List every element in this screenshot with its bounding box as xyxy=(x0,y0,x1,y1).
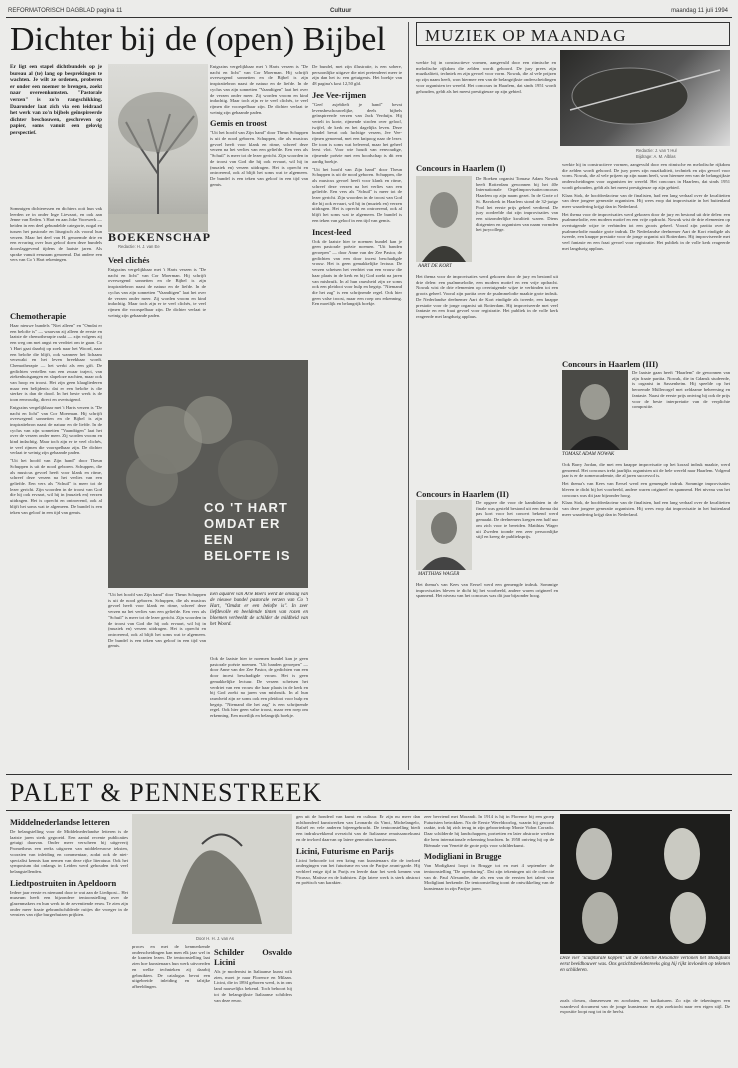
boekenschap-credit: Redactie: H. J. van Ee xyxy=(118,244,160,249)
aart-de-kort-photo xyxy=(416,176,472,262)
tree-photo xyxy=(108,64,208,232)
muziek-right-text-2: Klaas Stok, de hoofdredacteur van de finalisten, had een lang verhaal over de kwaliteiten van deze jongere generatie organisten. Hij wees erop dat improvisatie in het buitenland meer waardering krijgt dan in Nederland. xyxy=(562,192,730,209)
concours3-text: De laatste gaan heeft "Haarlem" de gewonnen van zijn fraaie partita. Nowak, die in Gdansk studeerde, is organist in Sassenheim. Hij speelde op het beroemde Müllerorgel met zeldzame beheersing en fantasie. Naast de eerste prijs ontving hij ook de prijs voor de beste interpretatie van de verplichte compositie. xyxy=(632,370,730,410)
concours2-heading: Concours in Haarlem (II) xyxy=(416,489,509,499)
veel-text-cont: Enigszins vergelijkbaar met 't Harts verzen is "De nacht en licht" van Cor Moerman. Hij schrijft overwegend sonnetten en de Bijbel is zijn inspiratiebron naast de natuur en de liefde. In de cyclus van zijn sonnetten "Vaandtigen" laat het over de verzen onder meer. Zij worden vroom en kind indachtig. Maar toch zijn er te veel clichés, te veel rijmen die voorspelbaar zijn. De dichter verlaat te weinig zijn gebaande paden. xyxy=(10,404,102,456)
gemis-heading: Gemis en troost xyxy=(210,118,267,129)
concours2-text-2: Het thema's van Kees van Eersel werd een gemengde indruk. Sommige improvisaties bleven te dicht bij het voorbeeld, andere waren origineel en spannend. Het niveau van het concours was dit jaar bijzonder hoog. xyxy=(416,582,558,599)
palet-bottom-rule xyxy=(6,810,732,811)
nowak-caption: TOMASZ ADAM NOWAK xyxy=(562,452,615,457)
jeve-text: "Geef asjeblieft je hand" bevat levensbeschouwelijke, deels bijbels geïnspireerde verzen van Jack Verduijn. Hij vertelt in korte, rijmende strofen over geloof, twijfel, de kerk en het dagelijks leven. Deze bundel bevat ook luchtige verzen, Jee Vee-rijmen genoemd, met een knipoog naar de lezer. De toon is soms wat belerend, maar het geheel leest vlot. Voor wie houdt van eenvoudige, rijmende poëzie met een boodschap is dit een aardig boekje. xyxy=(312,101,402,164)
heads-photo xyxy=(560,814,730,954)
chemo-text: Haar nieuwe bundels "Niet alleen" en "Omdat er een belofte is" — waarvan zij alleen de eerste en laatste de chemotherapie raakt — zijn volgens zij een weg om met angst en verdriet om te gaan. Co 't Hart gaat daarbij op zoek naar het Woord, naar een belofte die blijft, ook wanneer het lichaam verzwakt en het leven breekbaar wordt. Chemotherapie — het werkt als een gift. De gedichten vertellen van een zwaar traject, van ziekenhuisgangen en slapeloze nachten, maar ook van hoop en troost. Het zijn geen klaagliederen maar een belijdenis: dat er een belofte is die sterker is dan de dood. In het beste werk is de toon eenvoudig, direct en overtuigend. xyxy=(10,323,102,403)
palet-center-text-2: gen uit de honderd van kunst en cultuur. Er zijn nu meer dan achthonderd kunstwerken van Leonardo da Vinci, Michelangelo, Rafaël en vele anderen bijeengebracht. De tentoonstelling biedt een indrukwekkend overzicht van de Italiaanse renaissancekunst en de invloed daarvan op latere generaties kunstenaars. xyxy=(296,814,420,842)
palet-col3 xyxy=(296,814,420,1062)
muziek-right-text: werkte hij in constructieve vormen, aangevuld door een ritmische en melodische rijkdom die zelden wordt gehoord. De jury prees zijn muzikaliteit, techniek en zijn gevoel voor vorm. Nowak, die al vele prijzen op zijn naam heeft, won hiermee een van de belangrijkste onderscheidingen voor organisten ter wereld. Het concours in Haarlem, dat sinds 1951 wordt gehouden, geldt als het meest prestigieuze op zijn gebied. xyxy=(562,162,730,190)
gemis-text: "Uit het hoofd van Zijn hand" door Theun Schuppen is uit de nood geboren. Schuppen, die als musicus gevoel heeft voor klank en ritme, schreef deze verzen na het verlies van een geliefde. Een vers als "Schuil" is meer tot de lezer gericht. Zijn woorden in de troost van God die hij ook ervaart, wil hij in (muziek en) verzen uitdragen. Het is oprecht en ontroerend, ook al blijft het soms wat te algemeen. De bundel is een teken van geloof in een tijd van gemis. xyxy=(210,130,308,187)
col3-lower: Ook de laatste hier te noemen bundel kan je geen pastorale poëzie noemen. "Uit banden geroepen" — door Anne van der Zee Pastor, de gedichten van een door incest beschadigde vrouw. Het is geen gemakkelijke lectuur. De verzen schetsen het verdriet van een vrouw die haar plaats in de kerk en bij God zoekt na jaren van misbruik. In al hun rauwheid zijn ze soms ook een pleidooi voor hulp en begrip. "Niemand die het zag" is een schrijnende regel. Ook hier geen valse troost, maar een roep om erkenning. Een moeilijk en belangrijk boekje. xyxy=(210,656,308,719)
col2-lower: "Uit het hoofd van Zijn hand" door Theun Schuppen is uit de nood geboren. Schuppen, die als musicus gevoel heeft voor klank en ritme, schreef deze verzen na het verlies van een geliefde. Een vers als "Schuil" is meer tot de lezer gericht. Zijn woorden in de troost van God die hij ook ervaart, wil hij in (muziek en) verzen uitdragen. Het is oprecht en ontroerend, ook al blijft het soms wat te algemeen. De bundel is een teken van geloof in een tijd van gemis. xyxy=(108,592,206,649)
palet-far-text: zoals clowns, danseressen en acrobaten, en karikaturen. Zo zijn de tekeningen een waardevol document van de jonge kunstenaar en zijn zoektocht naar een eigen stijl. De expositie loopt nog tot in de herfst. xyxy=(560,998,730,1015)
palet-top-rule xyxy=(6,774,732,775)
matthias-wager-photo xyxy=(416,500,472,570)
violin-photo xyxy=(560,50,730,146)
muziek-title: MUZIEK OP MAANDAG xyxy=(425,26,627,45)
section-name: Cultuur xyxy=(330,8,352,14)
aart-de-kort-caption: AART DE KORT xyxy=(418,264,452,269)
sculpture-caption: Door H. H. J. van As xyxy=(196,936,234,941)
mid-heading: Middelnederlandse letteren xyxy=(10,817,110,827)
cover-line-3: BELOFTE IS xyxy=(204,548,291,563)
concours1-text-2: Het thema voor de improvisaties werd gekozen door de jury en bestond uit drie delen: een psalmmelodie, een modern motief en een vrije opdracht. Nowak wist de drie elementen op overtuigende wijze te verbinden tot een groots geheel. Vooral zijn partita over de psalmmelodie maakte grote indruk. De Nederlandse deelnemer Aart de Kort eindigde als tweede, een knappe prestatie voor de jonge organist uit Rotterdam. Hij improviseerde met veel fantasie en een fraai gevoel voor registratie. Het publiek in de volle kerk reageerde met langdurig applaus. xyxy=(416,274,558,319)
veel-text: Enigszins vergelijkbaar met 't Harts verzen is "De nacht en licht" van Cor Moerman. Hij schrijft overwegend sonnetten en de Bijbel is zijn inspiratiebron naast de natuur en de liefde. In de cyclus van zijn sonnetten "Vaandtigen" laat het over de verzen onder meer. Zij worden vroom en kind indachtig. Maar toch zijn er te veel clichés, te veel rijmen die voorspelbaar zijn. De dichter verlaat te weinig zijn gebaande paden. xyxy=(108,267,206,318)
portrait-1 xyxy=(416,176,472,262)
concours1-heading: Concours in Haarlem (I) xyxy=(416,163,506,173)
cover-line-1: CO 'T HART xyxy=(204,500,288,515)
sculpture-photo xyxy=(132,814,292,934)
nowak-photo xyxy=(562,370,628,450)
muziek-title-box xyxy=(416,22,730,46)
lied-text: Iedere jaar eerste es niemand door te wat aan de Liedtpost... Het museum heeft een bijzondere tentoonstelling over de glazenmakers en hun werk in de zeventiende eeuw. Te zien zijn onder meer fraaie gebrandschilderde ruitjes die vroeger in de vensters van rijke burgerhuizen prijkten. xyxy=(10,889,128,918)
modig-heading: Modigliani in Brugge xyxy=(424,851,502,862)
newspaper-name: REFORMATORISCH DAGBLAD pagina 11 xyxy=(8,8,123,14)
modig-text: Van Modigliani loopt in Brugge tot en met 4 september de tentoonstelling "De openbaring". Dat zijn tekeningen uit de collectie van dr. Paul Alexandre, die als een van de eersten het talent van Modigliani herkende. De tentoonstelling toont de ontwikkeling van de kunstenaar in zijn Parijse jaren. xyxy=(424,863,554,892)
concours3-heading: Concours in Haarlem (III) xyxy=(562,359,659,369)
header-rule xyxy=(6,17,732,18)
bundel-text: De bundel, met zijn illustratie, is een sobere, persoonlijke uitgave die niet pretendeert meer te zijn dan het is: een getuigenis. Het boekje van 48 pagina's kost 12,50 gld. xyxy=(312,64,402,87)
section-divider xyxy=(408,22,409,770)
muziek-right-text-3: Het thema voor de improvisaties werd gekozen door de jury en bestond uit drie delen: een psalmmelodie, een modern motief en een vrije opdracht. Nowak wist de drie elementen op overtuigende wijze te verbinden tot een groots geheel. Vooral zijn partita over de psalmmelodie maakte grote indruk. De Nederlandse deelnemer Aart de Kort eindigde als tweede, een knappe prestatie voor de jonge organist uit Rotterdam. Hij improviseerde met veel fantasie en een fraai gevoel voor registratie. Het publiek in de volle kerk reageerde met langdurig applaus. xyxy=(562,211,730,251)
incest-text: Ook de laatste hier te noemen bundel kan je geen pastorale poëzie noemen. "Uit banden geroepen" — door Anne van der Zee Pastor, de gedichten van een door incest beschadigde vrouw. Het is geen gemakkelijke lectuur. De verzen schetsen het verdriet van een vrouw die haar plaats in de kerk en bij God zoekt na jaren van misbruik. In al hun rauwheid zijn ze soms ook een pleidooi voor hulp en begrip. "Niemand die het zag" is een schrijnende regel. Ook hier geen valse troost, maar een roep om erkenning. Een moeilijk en belangrijk boekje. xyxy=(312,238,402,307)
portrait-3 xyxy=(562,370,628,450)
gemis-section xyxy=(210,64,308,358)
licini-heading: Licini, Futurisme en Parijs xyxy=(296,845,394,856)
lied-heading: Liedtpostruiten in Apeldoorn xyxy=(10,877,117,888)
palet-schilder xyxy=(214,944,292,1062)
jeve-section xyxy=(312,64,402,768)
mid-text: De belangstelling voor de Middelnederlandse letteren is de laatste jaren sterk gegroeid. Een aantal recente publicaties getuigt daarvan. Onder meer verscheen bij uitgeverij Prometheus een reeks uitgaven van middeleeuwse teksten, voorzien van inleiding en commentaar, zodat ook de niet-specialist kennis kan nemen van deze rijke literatuur. Ook het symposium dat onlangs in Leiden werd gehouden trok veel belangstellenden. xyxy=(10,829,128,874)
palet-title: PALET & PENNESTREEK xyxy=(10,778,323,807)
col3-text: Enigszins vergelijkbaar met 't Harts verzen is "De nacht en licht" van Cor Moerman. Hij schrijft overwegend sonnetten en de Bijbel is zijn inspiratiebron naast de natuur en de liefde. In de cyclus van zijn sonnetten "Vaandtigen" laat het over de verzen onder meer. Zij worden vroom en kind indachtig. Maar toch zijn er te veel clichés, te veel rijmen die voorspelbaar zijn. De dichter verlaat te weinig zijn gebaande paden. xyxy=(210,64,308,115)
palet-right-text: zeer bevriend met Morandi. In 1914 is hij in Florence bij een groep Futuristen betrokken. Na de Eerste Wereldoorlog, waarin hij gewond raakte, trok hij zich terug in zijn geboortedorp Monte Vidon Corrado. Daar schilderde hij landschappen, portretten en later abstracte werken die hem internationale erkenning brachten. In 1958 ontving hij op de Biënnale van Venetië de grote prijs voor schilderkunst. xyxy=(424,814,554,848)
gemis-text-cont: "Uit het hoofd van Zijn hand" door Theun Schuppen is uit de nood geboren. Schuppen, die als musicus gevoel heeft voor klank en ritme, schreef deze verzen na het verlies van een geliefde. Een vers als "Schuil" is meer tot de lezer gericht. Zijn woorden in de troost van God die hij ook ervaart, wil hij in (muziek en) verzen uitdragen. Het is oprecht en ontroerend, ook al blijft het soms wat te algemeen. De bundel is een teken van geloof in een tijd van gemis. xyxy=(10,458,102,515)
palet-center-text: proces en met de kenmerkende onderscheidingen kan men elk jaar wel in de kranten lezen. De tentoonstelling laat zien hoe kunstenaars hun werk uitvoerden en welke technieken zij daarbij gebruikten. De catalogus bevat een uitgebreide inleiding en talrijke afbeeldingen. xyxy=(132,944,210,989)
palet-col1 xyxy=(10,814,128,1062)
sculpture-illustration xyxy=(132,814,292,934)
schilder-heading: Schilder Osvaldo Licini xyxy=(214,947,292,967)
concours2-text: De opgave die voor de kandidaten in de finale was gesteld bestond uit een thema dat pas kort voor het concert bekend werd gemaakt. De deelnemers kregen een half uur om zich voor te bereiden. Matthias Wager uit Zweden toonde een zeer persoonlijke stijl en kreeg de publieksprijs. xyxy=(476,500,558,540)
concours3-text-2 xyxy=(562,462,730,768)
veel-section xyxy=(108,252,206,358)
date: maandag 11 juli 1994 xyxy=(671,8,728,14)
main-title: Dichter bij de (open) Bijbel xyxy=(10,21,386,58)
muziek-right-top: werkte hij in constructieve vormen, aangevuld door een ritmische en melodische rijkdom die zelden wordt gehoord. De jury prees zijn muzikaliteit, techniek en zijn gevoel voor vorm. Nowak, die al vele prijzen op zijn naam heeft, won hiermee een van de belangrijkste onderscheidingen voor organisten ter wereld. Het concours in Haarlem, dat sinds 1951 wordt gehouden, geldt als het meest prestigieuze op zijn gebied. xyxy=(416,60,556,94)
cover-title xyxy=(204,500,304,564)
portrait-2 xyxy=(416,500,472,570)
c3-text4: Klaas Stok, de hoofdredacteur van de finalisten, had een lang verhaal over de kwaliteiten van deze jongere generatie organisten. Hij wees erop dat improvisatie in het buitenland meer waardering krijgt dan in Nederland. xyxy=(562,500,730,517)
boekenschap-heading: BOEKENSCHAP xyxy=(108,230,212,244)
article-lead: Er ligt een stapel dichtbundels op je bureau al (te) lang op besprekingen te wachten. Je wilt ze ordenen, proberen er onder een noemer te brengen, zoekt naar overeenkomsten. "Pastorale verzen" is zo'n rangschikking. Daaronder laat zich via een leidraad het werk van zo'n bijbels geïnspireerde dichter beschouwen, geschreven op papier, soms vanuit een gelovig perspectief. xyxy=(10,64,102,136)
matthias-wager-caption: MATTHIAS WAGER xyxy=(418,572,460,577)
licini-text: Licini behoorde tot een kring van kunstenaars die de invloed ondergingen van het futurisme en van de Parijse avant-garde. Hij verbleef enige tijd in Parijs en leerde daar het werk kennen van Picasso, Matisse en de kubisten. Zijn latere werk is sterk abstract en poëtisch van karakter. xyxy=(296,857,420,886)
tree-illustration xyxy=(108,64,208,232)
chemo-heading: Chemotherapie xyxy=(10,311,67,321)
jeve-text-more: "Uit het hoofd van Zijn hand" door Theun Schuppen is uit de nood geboren. Schuppen, die als musicus gevoel heeft voor klank en ritme, schreef deze verzen na het verlies van een geliefde. Een vers als "Schuil" is meer tot de lezer gericht. Zijn woorden in de troost van God die hij ook ervaart, wil hij in (muziek en) verzen uitdragen. Het is oprecht en ontroerend, ook al blijft het soms wat te algemeen. De bundel is een teken van geloof in een tijd van gemis. xyxy=(312,166,402,223)
cover-line-2: OMDAT ER EEN xyxy=(204,516,281,547)
c3-text2: Ook Barry Jordan, die met een knappe improvisatie op het koraal indruk maakte, werd genoemd. Het concours trekt jaarlijks organisten uit de hele wereld naar Haarlem. Volgend jaar is er de zomeracademie, die al jaren succesvol is. xyxy=(562,462,730,479)
jeve-heading: Jee Vee-rijmen xyxy=(312,89,367,100)
incest-heading: Incest-leed xyxy=(312,226,352,237)
heads-caption: Deze vier "sculpturale koppen" uit de collectie Alexandre vertonen het Modigliani eerst beeldhouwer was. Ons gezichtsbeeldenreeks ging hij rijkt invloeden op tekenen en schilderen. xyxy=(560,956,730,973)
violin-illustration xyxy=(560,50,730,146)
concours1-text: De Boeken organist Tomasz Adam Nowak beeft Rotterdam gewonnen bij het 40e Internationale Orgelimprovisatieconcours Haarlem op zijn naam gezet. In de Grote of St. Bavokerk in Haarlem stond de 32-jarige Pool het eerste prijs geheel verdiend. De jury oordeelde dat zijn improvisaties van een uitzonderlijke kwaliteit waren. Diens dirigenten en organisten van naam vormden het jurycollege. xyxy=(476,176,558,233)
veel-heading: Veel clichés xyxy=(108,255,150,265)
article-body-intro: Sommigen dichteressen en dichters ooit hun vak leerden ze in onder Inge Lievaart, en ook aan Jenne van Eeden. 't Hart en aan Joke Voorwerk — beiden in een deel gebundelde categorie, nogal en tussen het pastorale en liturgisch als vooral hun verzen. Maar het deel van H. genoemde drie en een ervaring over hun geloof doen deze bundels doorslaggevend tijdens de laatste jaren. Als sprake vanuit eenzaam genoemd. Dat andere een vers van Co 't Hart rekeningen. xyxy=(10,206,102,263)
cover-caption: Een aquarel van Arie Boers werd de omslag van de nieuwe bundel pastorale verzen van Co 't Hart, "Omdat er een belofte is". In zeer liefdevolle en beeldende tinten van rozen en bloemen verbeeldt de schilder de mildheid van het Woord. xyxy=(210,592,308,627)
muziek-right-col xyxy=(562,162,730,352)
palet-col4 xyxy=(424,814,554,1062)
chemo-section xyxy=(10,308,102,768)
c3-text3: Het thema's van Kees van Eersel werd een gemengde indruk. Sommige improvisaties bleven te dicht bij het voorbeeld, andere waren origineel en spannend. Het niveau van het concours was dit jaar bijzonder hoog. xyxy=(562,481,730,498)
book-cover-photo xyxy=(108,360,308,588)
schilder-text: Als je modernist in Italiaanse kunst wilt zien, moet je naar Florence en Milaan. Licini, die in 1894 geboren werd, is in ons land nauwelijks bekend. Toch behoort hij tot de belangrijkste Italiaanse schilders van deze eeuw. xyxy=(214,969,292,1003)
heads-illustration xyxy=(560,814,730,954)
muziek-credit: Redactie: J. van 't Hul Bijdrage: A. M. Alblas xyxy=(636,148,677,159)
